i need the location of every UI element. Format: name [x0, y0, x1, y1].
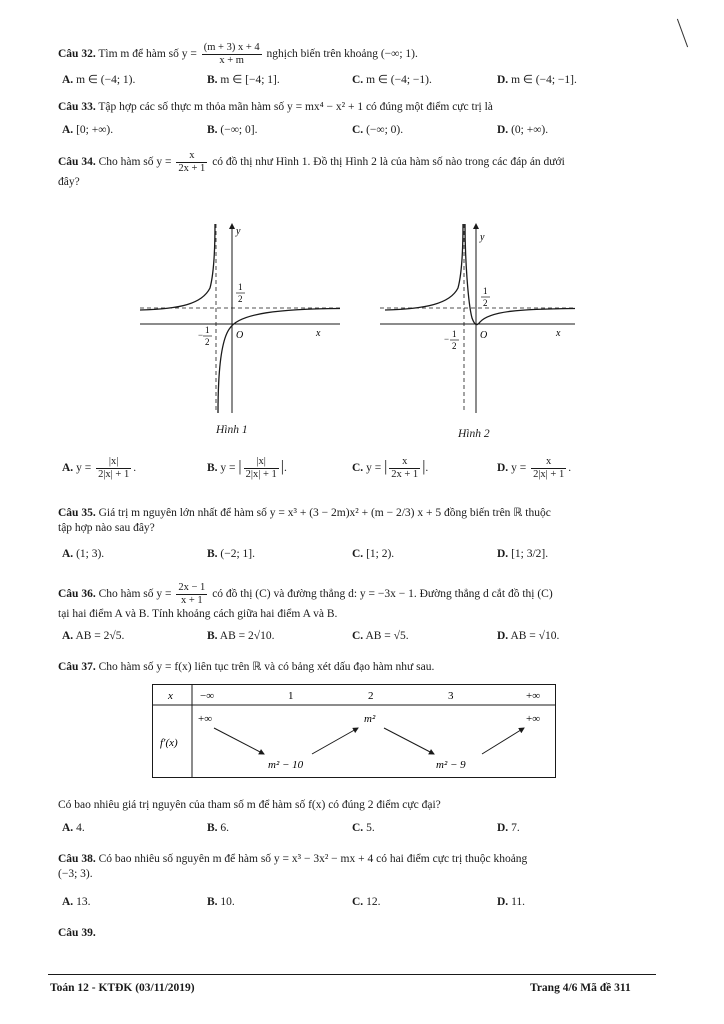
option-d[interactable]: D. 7.: [497, 822, 520, 834]
question-35: [58, 506, 551, 536]
origin-label: O: [236, 330, 244, 341]
table-top-mid: m²: [364, 713, 376, 725]
stem-text: Cho hàm số y =: [98, 588, 172, 601]
table-f-label: f′(x): [160, 737, 178, 749]
scan-mark: [677, 19, 688, 48]
fraction: $\frac{2x - 1}{x + 1}$: [178, 582, 206, 606]
footer-rule: [48, 974, 656, 975]
sign-table: [152, 684, 556, 778]
option-a[interactable]: A. 4.: [62, 822, 85, 834]
table-x-label: x: [168, 690, 173, 702]
option-a[interactable]: A. AB = 2√5.: [62, 630, 125, 642]
arrow-down: [384, 728, 434, 754]
table-bot-left: m² − 10: [268, 759, 304, 771]
figure-2: [380, 218, 580, 418]
tick-neg-half-den: 2: [452, 341, 457, 351]
option-a[interactable]: A. 13.: [62, 896, 91, 908]
table-x-value: −∞: [200, 690, 215, 702]
question-36: [58, 582, 553, 622]
axis-label-x: x: [556, 328, 561, 339]
option-c[interactable]: C. 12.: [352, 896, 381, 908]
question-label: Câu 36.: [58, 588, 96, 601]
option-c[interactable]: C. y = | $\frac{x}{2x + 1}$ |.: [352, 456, 429, 480]
option-b[interactable]: B. (−∞; 0].: [207, 124, 258, 136]
stem-text: có đồ thị như Hình 1. Đồ thị Hình 2 là của hàm số nào trong các đáp án dưới: [212, 156, 565, 169]
option-b[interactable]: B. m ∈ [−4; 1].: [207, 74, 280, 86]
option-b[interactable]: B. 6.: [207, 822, 230, 834]
origin-label: O: [480, 330, 488, 341]
fraction: $\frac{(m + 3) x + 4}{x + m}$: [203, 42, 260, 66]
curve-left-branch: [385, 224, 463, 310]
tick-half-num: 1: [483, 286, 488, 296]
stem-text: Tập hợp các số thực m thỏa mãn hàm số y = mx⁴ − x² + 1 có đúng một điểm cực trị là: [98, 101, 493, 113]
question-label: Câu 33.: [58, 101, 96, 113]
option-c[interactable]: C. [1; 2).: [352, 548, 395, 560]
figure-1-caption: Hình 1: [216, 424, 248, 436]
question-label: Câu 32.: [58, 48, 96, 61]
stem-text: Cho hàm số y = f(x) liên tục trên ℝ và có bảng xét dấu đạo hàm như sau.: [98, 661, 435, 673]
axis-label-y: y: [480, 232, 485, 243]
stem-text: Cho hàm số y =: [98, 156, 172, 169]
question-label: Câu 37.: [58, 661, 96, 673]
tick-half-num: 1: [238, 282, 243, 292]
question-34: [58, 150, 565, 190]
option-c[interactable]: C. (−∞; 0).: [352, 124, 404, 136]
footer-left: Toán 12 - KTĐK (03/11/2019): [50, 982, 195, 994]
arrow-up: [312, 728, 358, 754]
question-label: Câu 34.: [58, 156, 96, 169]
arrow-up: [482, 728, 524, 754]
question-label: Câu 38.: [58, 853, 96, 865]
question-32: [58, 42, 418, 67]
question-37: [58, 660, 434, 675]
footer-right: Trang 4/6 Mã đề 311: [530, 982, 631, 994]
tick-neg-half-num: 1: [205, 325, 210, 335]
stem-text: Giá trị m nguyên lớn nhất để hàm số y = x³ + (3 − 2m)x² + (m − 2/3) x + 5 đồng biến trên ℝ thuộc: [98, 507, 551, 519]
option-d[interactable]: D. m ∈ (−4; −1].: [497, 74, 577, 86]
arrow-down: [214, 728, 264, 754]
option-d[interactable]: D. 11.: [497, 896, 526, 908]
option-d[interactable]: D. AB = √10.: [497, 630, 560, 642]
table-top-left: +∞: [198, 713, 213, 725]
option-a[interactable]: A. y = $\frac{|x|}{2|x| + 1}$ .: [62, 456, 137, 480]
table-x-value: +∞: [526, 690, 541, 702]
table-x-value: 1: [288, 690, 294, 702]
option-b[interactable]: B. 10.: [207, 896, 235, 908]
tick-half-den: 2: [238, 294, 243, 304]
stem-text: (−3; 3).: [58, 868, 93, 880]
option-d[interactable]: D. y = $\frac{x}{2|x| + 1}$ .: [497, 456, 572, 480]
tick-neg-half-den: 2: [205, 337, 210, 347]
stem-text: có đồ thị (C) và đường thẳng d: y = −3x − 1. Đường thẳng d cắt đồ thị (C): [212, 588, 553, 601]
tick-neg-sign: −: [198, 330, 204, 340]
option-a[interactable]: A. (1; 3).: [62, 548, 105, 560]
option-a[interactable]: A. m ∈ (−4; 1).: [62, 74, 136, 86]
fraction: $\frac{x}{2x + 1}$: [178, 150, 206, 174]
option-b[interactable]: B. y = | $\frac{|x|}{2|x| + 1}$ |.: [207, 456, 287, 480]
stem-text: tập hợp nào sau đây?: [58, 522, 155, 534]
stem-text: nghịch biến trên khoảng (−∞; 1).: [266, 48, 418, 61]
option-c[interactable]: C. AB = √5.: [352, 630, 409, 642]
axis-label-x: x: [316, 328, 321, 339]
option-a[interactable]: A. [0; +∞).: [62, 124, 114, 136]
figure-1: [140, 218, 350, 418]
question-label: Câu 39.: [58, 927, 96, 939]
stem-text: Có bao nhiêu số nguyên m để hàm số y = x³ − 3x² − mx + 4 có hai điểm cực trị thuộc khoảng: [98, 853, 528, 865]
option-d[interactable]: D. [1; 3/2].: [497, 548, 549, 560]
tick-neg-half-num: 1: [452, 329, 457, 339]
stem-text: Tìm m để hàm số y =: [98, 48, 197, 61]
table-x-value: 3: [448, 690, 454, 702]
axis-label-y: y: [236, 226, 241, 237]
tick-neg-sign: −: [444, 334, 450, 344]
option-d[interactable]: D. (0; +∞).: [497, 124, 549, 136]
table-x-value: 2: [368, 690, 374, 702]
option-b[interactable]: B. (−2; 1].: [207, 548, 256, 560]
option-b[interactable]: B. AB = 2√10.: [207, 630, 275, 642]
question-37-ask: Có bao nhiêu giá trị nguyên của tham số m để hàm số f(x) có đúng 2 điểm cực đại?: [58, 799, 441, 811]
question-38: [58, 852, 527, 882]
table-bot-right: m² − 9: [436, 759, 466, 771]
stem-text: tại hai điểm A và B. Tính khoảng cách giữa hai điểm A và B.: [58, 608, 338, 620]
option-c[interactable]: C. m ∈ (−4; −1).: [352, 74, 432, 86]
question-39: [58, 926, 96, 941]
question-33: [58, 100, 493, 115]
question-label: Câu 35.: [58, 507, 96, 519]
table-top-right: +∞: [526, 713, 541, 725]
curve-left-branch: [140, 224, 215, 310]
option-c[interactable]: C. 5.: [352, 822, 375, 834]
figure-2-caption: Hình 2: [458, 428, 490, 440]
stem-text: đây?: [58, 176, 80, 188]
tick-half-den: 2: [483, 298, 488, 308]
